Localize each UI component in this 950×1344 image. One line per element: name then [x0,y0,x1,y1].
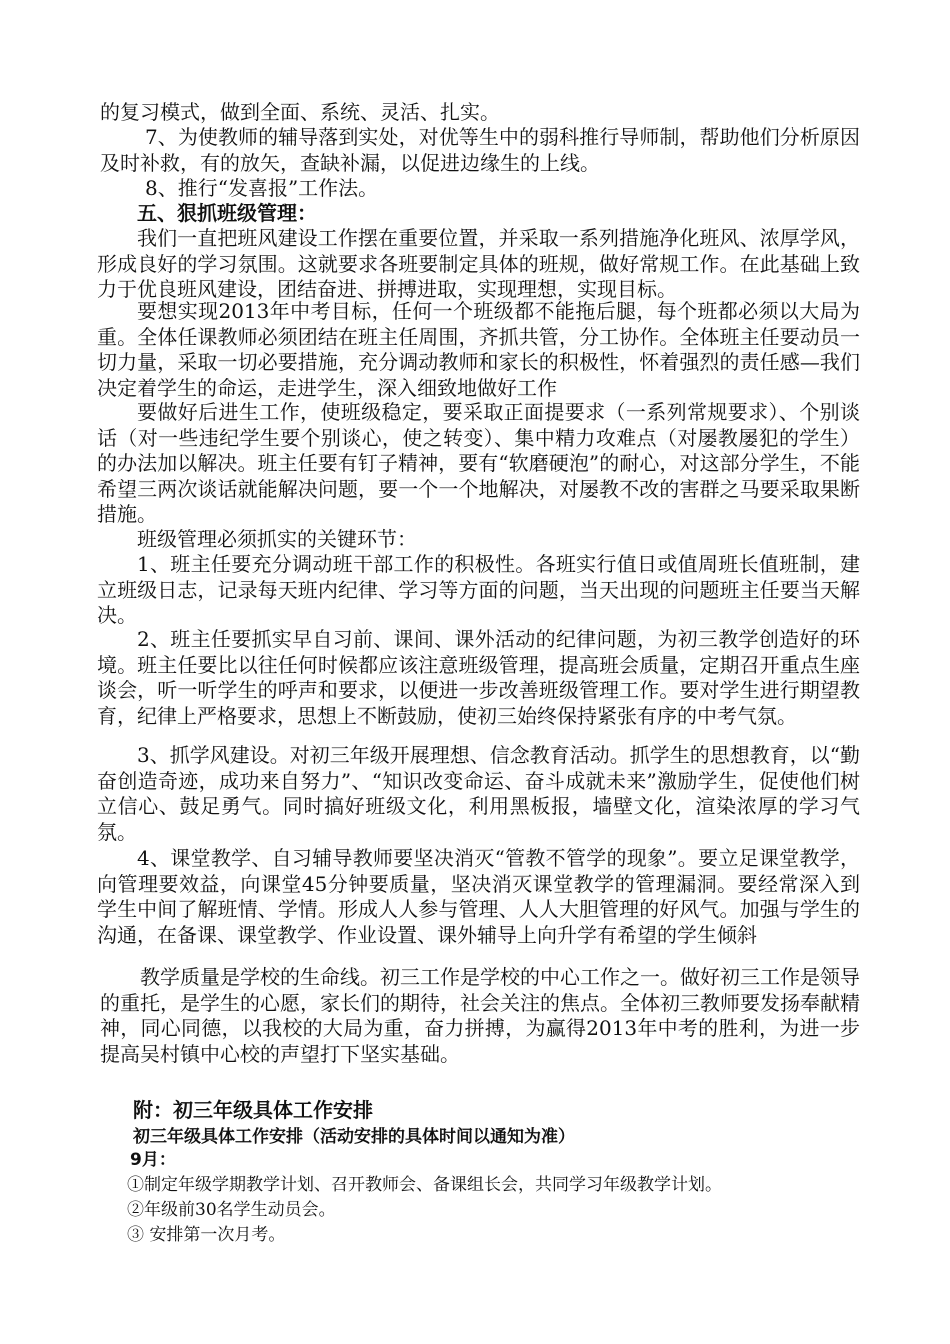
appendix-item: ①制定年级学期教学计划、召开教师会、备课组长会，共同学习年级教学计划。 [127,1175,722,1195]
section-5-key-links-intro: 班级管理必须抓实的关键环节： [137,527,417,551]
section-5-paragraph-1: 我们一直把班风建设工作摆在重要位置，并采取一系列措施净化班风、浓厚学风，形成良好的学习氛围。这就要求各班要制定具体的班规，做好常规工作。在此基础上致力于优良班风建设，团结奋进、拼搏进取，实现理想，实现目标。 [97,226,860,301]
section-5-heading: 五、狠抓班级管理： [137,201,317,225]
key-link-1: 1、班主任要充分调动班干部工作的积极性。各班实行值日或值周班长值班制，建立班级日志，记录每天班内纪律、学习等方面的问题，当天出现的问题班主任要当天解决。 [97,552,860,627]
key-link-2: 2、班主任要抓实早自习前、课间、课外活动的纪律问题，为初三教学创造好的环境。班主任要比以往任何时候都应该注意班级管理，提高班会质量，定期召开重点生座谈会，听一听学生的呼声和要求，以便进一步改善班级管理工作。要对学生进行期望教育，纪律上严格要求，思想上不断鼓励，使初三始终保持紧张有序的中考气氛。 [97,627,860,728]
key-link-3: 3、抓学风建设。对初三年级开展理想、信念教育活动。抓学生的思想教育，以“勤奋创造奇迹，成功来自努力”、“知识改变命运、奋斗成就未来”激励学生，促使他们树立信心、鼓足勇气。同时搞好班级文化，利用黑板报，墙壁文化，渲染浓厚的学习气氛。 [97,743,860,844]
appendix-heading: 附：初三年级具体工作安排 [133,1098,373,1122]
paragraph-item-8: 8、推行“发喜报”工作法。 [145,176,379,200]
section-5-paragraph-3: 要做好后进生工作，使班级稳定，要采取正面提要求（一系列常规要求）、个别谈话（对一些违纪学生要个别谈心，使之转变）、集中精力攻难点（对屡教屡犯的学生）的办法加以解决。班主任要有钉子精神，要有“软磨硬泡”的耐心，对这部分学生，不能希望三两次谈话就能解决问题，要一个一个地解决，对屡教不改的害群之马要采取果断措施。 [97,400,860,526]
appendix-item: ③ 安排第一次月考。 [127,1225,286,1245]
paragraph-intro-tail: 的复习模式，做到全面、系统、灵活、扎实。 [100,100,500,124]
section-5-paragraph-2: 要想实现2013年中考目标，任何一个班级都不能拖后腿，每个班都必须以大局为重。全体任课教师必须团结在班主任周围，齐抓共管，分工协作。全体班主任要动员一切力量，采取一切必要措施，充分调动教师和家长的积极性，怀着强烈的责任感—我们决定着学生的命运，走进学生，深入细致地做好工作 [97,299,860,400]
appendix-month-label: 9月： [130,1150,176,1170]
appendix-item: ②年级前30名学生动员会。 [127,1200,336,1220]
appendix-subheading: 初三年级具体工作安排（活动安排的具体时间以通知为准） [133,1127,575,1147]
paragraph-item-7: 7、为使教师的辅导落到实处，对优等生中的弱科推行导师制，帮助他们分析原因及时补救，有的放矢，查缺补漏，以促进边缘生的上线。 [100,125,860,175]
key-link-4: 4、课堂教学、自习辅导教师要坚决消灭“管教不管学的现象”。要立足课堂教学，向管理要效益，向课堂45分钟要质量，坚决消灭课堂教学的管理漏洞。要经常深入到学生中间了解班情、学情。形成人人参与管理、人人大胆管理的好风气。加强与学生的沟通，在备课、课堂教学、作业设置、课外辅导上向升学有希望的学生倾斜 [97,846,860,947]
conclusion-paragraph: 教学质量是学校的生命线。初三工作是学校的中心工作之一。做好初三工作是领导的重托，是学生的心愿，家长们的期待，社会关注的焦点。全体初三教师要发扬奉献精神，同心同德，以我校的大局为重，奋力拼搏，为赢得2013年中考的胜利，为进一步提高吴村镇中心校的声望打下坚实基础。 [100,965,860,1066]
